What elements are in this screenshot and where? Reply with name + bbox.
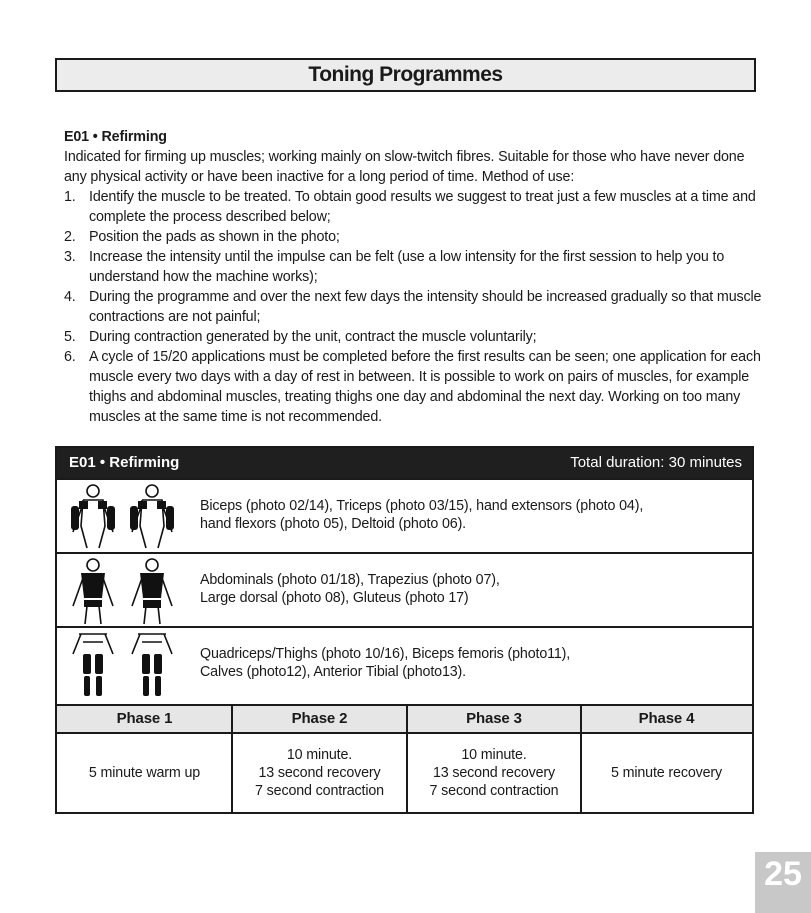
step-text: A cycle of 15/20 applications must be completed before the first results can be seen; one application for each muscle every two days with a day of rest in between. It is possible to work on pairs of muscles, for example thighs and abdominal muscles, treating thighs one day and abdominal the next day. Working on too many muscles at the same time is not recommended. <box>89 349 761 425</box>
muscle-row-text: Quadriceps/Thighs (photo 10/16), Biceps femoris (photo11), Calves (photo12), Anterior Tibial (photo13). <box>200 646 571 680</box>
step-text: During contraction generated by the unit, contract the muscle voluntarily; <box>89 329 537 345</box>
step-item <box>64 347 764 427</box>
step-text: Increase the intensity until the impulse can be felt (use a low intensity for the first session to help you to understand how the machine works); <box>89 249 725 285</box>
intro-section <box>64 127 764 427</box>
step-number: 3. <box>64 249 76 265</box>
step-number: 6. <box>64 349 76 365</box>
phase-1-header: Phase 1 <box>116 710 173 727</box>
section-description: Indicated for firming up muscles; working mainly on slow-twitch fibres. Suitable for those who have never done any physical activity or have been inactive for a long period of time. Method of use: <box>64 149 745 185</box>
phase-3-header: Phase 3 <box>466 710 522 727</box>
body-figure-arms-icon <box>65 482 185 552</box>
step-number: 1. <box>64 189 76 205</box>
programme-duration: Total duration: 30 minutes <box>570 454 742 471</box>
step-item <box>64 287 764 327</box>
column-divider <box>406 704 408 812</box>
page-number: 25 <box>755 852 811 913</box>
step-text: During the programme and over the next few days the intensity should be increased gradually so that muscle contractions are not painful; <box>89 289 762 325</box>
phase-header-row <box>57 704 752 734</box>
step-number: 2. <box>64 229 76 245</box>
body-figure-legs-icon <box>65 630 185 700</box>
muscle-row-arms <box>57 478 752 554</box>
phase-1-details: 5 minute warm up <box>88 765 201 781</box>
muscle-row-text: Abdominals (photo 01/18), Trapezius (photo 07), Large dorsal (photo 08), Gluteus (photo 17) <box>200 572 500 606</box>
step-text: Position the pads as shown in the photo; <box>89 229 340 245</box>
step-item <box>64 227 764 247</box>
page-title-box <box>55 58 756 92</box>
phase-3-details: 10 minute. 13 second recovery 7 second contraction <box>429 747 559 799</box>
programme-name: E01 • Refirming <box>69 454 180 471</box>
muscle-row-torso <box>57 552 752 628</box>
step-item <box>64 327 764 347</box>
programme-table <box>55 446 754 814</box>
phase-2-details: 10 minute. 13 second recovery 7 second contraction <box>255 747 384 799</box>
muscle-row-text: Biceps (photo 02/14), Triceps (photo 03/15), hand extensors (photo 04), hand flexors (photo 05), Deltoid (photo 06). <box>200 498 644 532</box>
body-figure-torso-icon <box>65 556 185 626</box>
phase-4-details: 5 minute recovery <box>610 765 723 781</box>
column-divider <box>580 704 582 812</box>
step-item <box>64 247 764 287</box>
step-item <box>64 187 764 227</box>
step-text: Identify the muscle to be treated. To obtain good results we suggest to treat just a few muscles at a time and complete the process described below; <box>89 189 756 225</box>
phase-2-header: Phase 2 <box>291 710 348 727</box>
step-number: 5. <box>64 329 76 345</box>
phase-body-row <box>57 734 752 812</box>
column-divider <box>231 704 233 812</box>
section-title: E01 • Refirming <box>64 129 167 145</box>
method-steps <box>64 187 764 427</box>
step-number: 4. <box>64 289 76 305</box>
programme-header <box>57 448 752 478</box>
phase-4-header: Phase 4 <box>638 710 695 727</box>
muscle-row-legs <box>57 626 752 702</box>
page-title: Toning Programmes <box>308 63 503 86</box>
